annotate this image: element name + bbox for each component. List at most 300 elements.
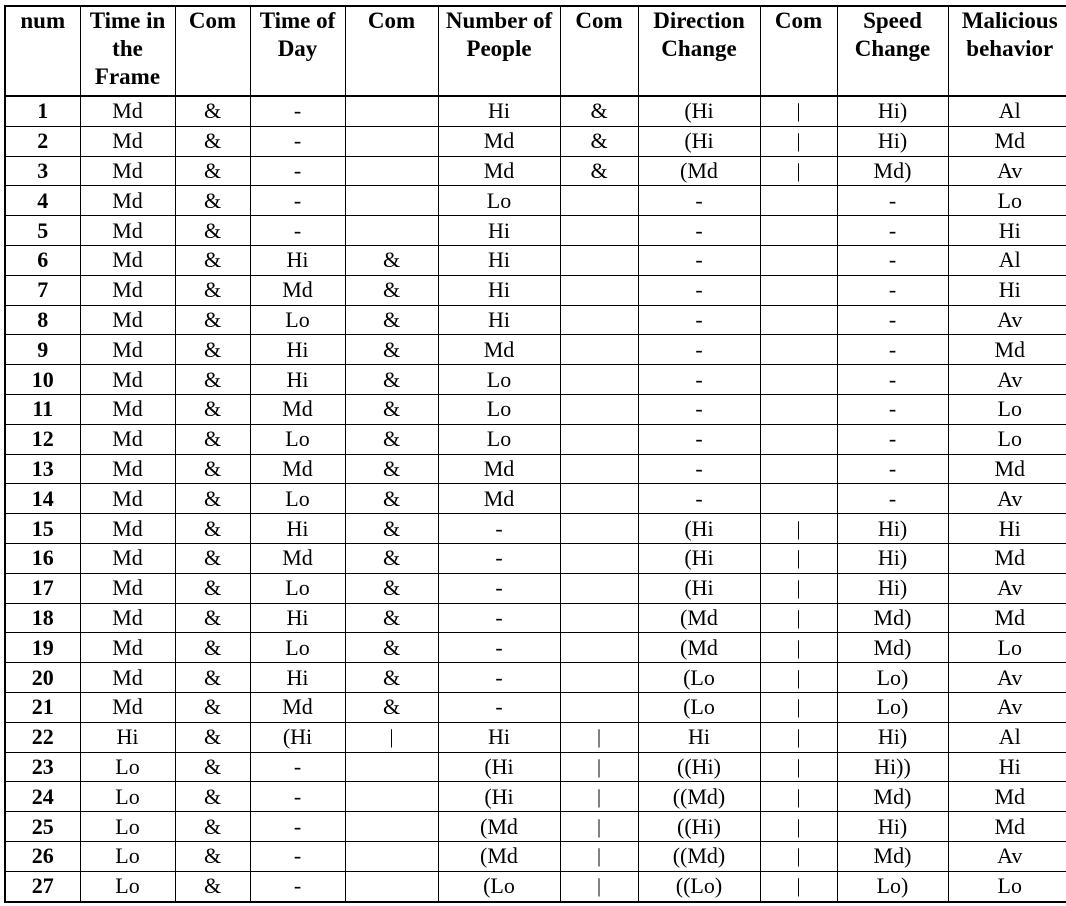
table-cell: Lo [250,484,345,514]
table-row [5,782,1066,812]
table-cell: & [175,841,250,871]
table-cell: Md [80,245,175,275]
table-cell [345,156,438,186]
table-cell: & [345,305,438,335]
row-number-cell: 3 [5,156,80,186]
table-cell: - [638,394,760,424]
table-cell: & [345,245,438,275]
table-cell: Lo [250,633,345,663]
table-cell: | [560,752,638,782]
table-cell [560,454,638,484]
table-cell: (Md [438,812,560,842]
table-cell [560,335,638,365]
table-cell: & [175,305,250,335]
table-row [5,275,1066,305]
table-cell: Md [80,573,175,603]
table-cell [560,514,638,544]
table-cell: | [760,126,837,156]
row-number-cell: 5 [5,216,80,246]
table-cell: - [837,335,948,365]
column-header: Com [560,6,638,96]
table-cell: Md [250,692,345,722]
table-cell: & [175,603,250,633]
table-cell [560,305,638,335]
table-cell: Hi [438,275,560,305]
row-number-cell: 4 [5,186,80,216]
table-cell: ((Hi) [638,812,760,842]
table-cell: Hi [948,275,1066,305]
table-cell [560,603,638,633]
table-cell: - [250,186,345,216]
table-cell: | [760,603,837,633]
table-row [5,216,1066,246]
table-cell: | [760,752,837,782]
table-cell: Md [250,543,345,573]
table-row [5,335,1066,365]
table-cell: Hi)) [837,752,948,782]
table-cell: & [175,275,250,305]
table-cell: Av [948,573,1066,603]
table-cell: - [638,454,760,484]
table-cell [760,454,837,484]
table-cell: | [345,722,438,752]
table-cell: Lo [250,424,345,454]
table-cell [560,424,638,454]
table-cell: Md) [837,633,948,663]
table-cell: (Lo [438,871,560,901]
row-number-cell: 9 [5,335,80,365]
row-number-cell: 21 [5,692,80,722]
row-number-cell: 7 [5,275,80,305]
row-number-cell: 13 [5,454,80,484]
table-cell: & [345,692,438,722]
table-cell: Hi [438,96,560,126]
table-cell: Hi) [837,573,948,603]
table-cell: Lo) [837,692,948,722]
table-cell: - [250,216,345,246]
table-cell: Md [80,454,175,484]
table-cell: ((Md) [638,841,760,871]
table-cell: - [837,454,948,484]
column-header: Com [175,6,250,96]
table-cell: Hi) [837,96,948,126]
table-cell: Hi) [837,126,948,156]
table-cell: Hi [948,752,1066,782]
table-cell: Lo [948,424,1066,454]
table-cell: Md [948,543,1066,573]
table-cell: - [837,424,948,454]
table-cell: Al [948,96,1066,126]
table-cell: - [638,275,760,305]
table-cell [560,394,638,424]
table-cell: Hi [250,335,345,365]
table-cell: & [175,573,250,603]
table-cell: Md [948,454,1066,484]
table-cell: Al [948,245,1066,275]
table-cell: Hi) [837,722,948,752]
table-cell: Lo [438,186,560,216]
table-cell: Hi [250,245,345,275]
table-cell [560,633,638,663]
table-cell [760,424,837,454]
table-cell: Md [438,335,560,365]
table-row [5,96,1066,126]
table-cell: Md [80,484,175,514]
table-cell: Md [80,394,175,424]
table-cell: & [175,722,250,752]
table-row [5,752,1066,782]
column-header: Com [345,6,438,96]
table-cell: Md [80,543,175,573]
table-cell: - [438,633,560,663]
table-cell: & [345,484,438,514]
column-header: num [5,6,80,96]
table-body [5,96,1066,902]
table-cell [345,186,438,216]
table-cell: Lo [250,305,345,335]
row-number-cell: 10 [5,365,80,395]
table-cell [560,186,638,216]
table-cell: Md [948,782,1066,812]
table-cell: - [250,752,345,782]
table-cell: Hi) [837,514,948,544]
table-row [5,692,1066,722]
table-cell [345,752,438,782]
table-cell: | [760,692,837,722]
table-cell: | [760,663,837,693]
table-cell: & [345,365,438,395]
table-cell: - [250,812,345,842]
table-cell: - [638,424,760,454]
table-cell [345,871,438,901]
table-cell [345,126,438,156]
table-cell: & [175,216,250,246]
table-cell: | [560,871,638,901]
table-cell: & [345,394,438,424]
table-cell: & [175,752,250,782]
table-cell: & [175,126,250,156]
table-cell: Md [80,216,175,246]
table-cell: Hi [948,514,1066,544]
rules-table [4,5,1066,903]
table-cell: - [837,394,948,424]
table-cell: Lo [80,782,175,812]
table-header [5,6,1066,96]
table-cell: & [175,543,250,573]
table-cell: (Hi [638,573,760,603]
table-cell: Md [80,275,175,305]
table-cell: Hi [250,365,345,395]
table-cell: - [438,692,560,722]
table-cell: - [638,245,760,275]
table-cell [760,216,837,246]
table-row [5,245,1066,275]
table-cell: Md [438,454,560,484]
table-cell [760,305,837,335]
table-cell: | [760,514,837,544]
table-cell: Lo [438,394,560,424]
table-cell: Lo [80,871,175,901]
table-cell [760,365,837,395]
table-cell: & [175,484,250,514]
table-cell [760,275,837,305]
table-cell: Md [80,365,175,395]
table-cell [345,812,438,842]
table-cell [560,543,638,573]
column-header: Speed Change [837,6,948,96]
table-cell: & [175,633,250,663]
table-cell: | [760,722,837,752]
table-cell: | [760,543,837,573]
table-cell: Md) [837,156,948,186]
table-cell: (Lo [638,663,760,693]
table-cell: - [837,275,948,305]
table-cell: | [760,812,837,842]
table-cell: (Hi [250,722,345,752]
table-row [5,394,1066,424]
header-row [5,6,1066,96]
table-cell: - [438,543,560,573]
table-cell [560,245,638,275]
table-cell: (Hi [438,752,560,782]
table-row [5,812,1066,842]
table-cell: & [175,186,250,216]
table-cell: - [438,573,560,603]
table-cell: | [760,633,837,663]
table-cell: Md [80,96,175,126]
table-cell: Lo [948,394,1066,424]
table-cell: Md [948,335,1066,365]
table-cell: - [250,126,345,156]
table-cell: - [250,871,345,901]
table-cell: & [345,335,438,365]
table-cell: - [638,216,760,246]
table-row [5,633,1066,663]
table-cell: & [345,514,438,544]
table-cell: & [175,365,250,395]
table-cell: & [175,454,250,484]
table-cell: Lo) [837,663,948,693]
table-cell: - [837,216,948,246]
table-cell [560,275,638,305]
table-cell: Lo) [837,871,948,901]
table-cell: ((Lo) [638,871,760,901]
table-cell: - [638,186,760,216]
table-cell: Md [80,514,175,544]
table-cell: Md [80,424,175,454]
table-cell: Hi [948,216,1066,246]
table-cell: - [250,782,345,812]
row-number-cell: 1 [5,96,80,126]
table-cell: Md [80,156,175,186]
table-cell: Hi [250,514,345,544]
table-cell: Av [948,484,1066,514]
table-cell: - [250,841,345,871]
table-cell: & [345,633,438,663]
table-cell: Av [948,692,1066,722]
table-cell: & [345,275,438,305]
table-cell: Lo [80,841,175,871]
column-header: Number of People [438,6,560,96]
table-cell: & [175,782,250,812]
table-row [5,454,1066,484]
table-cell: Lo [948,186,1066,216]
table-cell: | [560,812,638,842]
table-cell: Av [948,663,1066,693]
table-cell [560,216,638,246]
table-row [5,514,1066,544]
table-cell: Md [80,633,175,663]
table-cell: - [837,305,948,335]
table-cell: Hi) [837,812,948,842]
table-cell: (Hi [438,782,560,812]
table-cell: & [175,96,250,126]
table-row [5,722,1066,752]
table-cell [345,841,438,871]
table-cell: ((Md) [638,782,760,812]
table-cell: (Md [638,603,760,633]
table-cell: Lo [80,812,175,842]
column-header: Direction Change [638,6,760,96]
table-cell: Md [80,186,175,216]
table-cell: & [175,394,250,424]
table-row [5,841,1066,871]
table-cell: & [345,663,438,693]
table-cell: (Hi [638,96,760,126]
table-cell: Lo [438,365,560,395]
column-header: Malicious behavior [948,6,1066,96]
table-cell: Md [250,394,345,424]
table-cell: Md [80,126,175,156]
table-cell: Md [250,454,345,484]
row-number-cell: 22 [5,722,80,752]
table-cell: Md [80,603,175,633]
table-cell: - [250,96,345,126]
table-row [5,305,1066,335]
table-cell: (Md [438,841,560,871]
table-cell: ((Hi) [638,752,760,782]
table-cell: - [438,663,560,693]
row-number-cell: 24 [5,782,80,812]
table-row [5,603,1066,633]
table-cell [345,216,438,246]
table-cell: Hi [438,216,560,246]
table-cell: & [345,603,438,633]
table-cell: Md) [837,782,948,812]
table-cell: - [638,305,760,335]
table-cell: Md [438,484,560,514]
table-row [5,484,1066,514]
table-cell: Hi [250,603,345,633]
table-cell: - [837,245,948,275]
table-cell [560,365,638,395]
table-cell: - [638,335,760,365]
table-cell [560,663,638,693]
row-number-cell: 20 [5,663,80,693]
table-cell: Md [948,126,1066,156]
table-cell: (Hi [638,126,760,156]
table-cell [560,692,638,722]
table-cell: Lo [948,871,1066,901]
table-cell: Md [80,663,175,693]
table-cell: Al [948,722,1066,752]
table-cell: Hi [250,663,345,693]
table-cell: | [760,156,837,186]
table-row [5,126,1066,156]
table-cell: Av [948,841,1066,871]
table-cell: & [345,424,438,454]
table-cell: Hi [80,722,175,752]
column-header: Com [760,6,837,96]
table-cell: Md [80,305,175,335]
table-cell: & [175,663,250,693]
table-cell: (Md [638,156,760,186]
table-cell: Md) [837,603,948,633]
table-row [5,424,1066,454]
table-cell: Hi [438,722,560,752]
table-cell [760,186,837,216]
table-cell: Md [948,603,1066,633]
table-cell: & [175,156,250,186]
table-cell: Hi) [837,543,948,573]
table-cell: Md [438,156,560,186]
table-cell: | [760,841,837,871]
table-cell: & [175,335,250,365]
table-cell [760,335,837,365]
table-cell: - [250,156,345,186]
row-number-cell: 23 [5,752,80,782]
table-cell [760,245,837,275]
table-cell [760,484,837,514]
table-cell: | [760,96,837,126]
table-row [5,156,1066,186]
table-cell: Hi [438,305,560,335]
table-cell: - [438,603,560,633]
row-number-cell: 16 [5,543,80,573]
table-cell [560,484,638,514]
table-cell: | [560,841,638,871]
row-number-cell: 8 [5,305,80,335]
table-row [5,543,1066,573]
table-row [5,186,1066,216]
row-number-cell: 2 [5,126,80,156]
table-cell: Hi [438,245,560,275]
row-number-cell: 6 [5,245,80,275]
table-cell: Av [948,365,1066,395]
table-row [5,871,1066,901]
table-row [5,663,1066,693]
table-cell: Lo [250,573,345,603]
table-cell: - [837,484,948,514]
table-cell: - [438,514,560,544]
table-cell: Lo [948,633,1066,663]
row-number-cell: 14 [5,484,80,514]
table-cell [760,394,837,424]
table-cell: | [560,782,638,812]
table-row [5,573,1066,603]
table-cell: | [760,782,837,812]
table-cell: & [345,543,438,573]
table-cell: & [345,573,438,603]
row-number-cell: 17 [5,573,80,603]
row-number-cell: 19 [5,633,80,663]
table-cell: (Lo [638,692,760,722]
table-cell: Lo [438,424,560,454]
table-cell: Av [948,156,1066,186]
table-row [5,365,1066,395]
table-cell [345,782,438,812]
table-cell: Md [948,812,1066,842]
